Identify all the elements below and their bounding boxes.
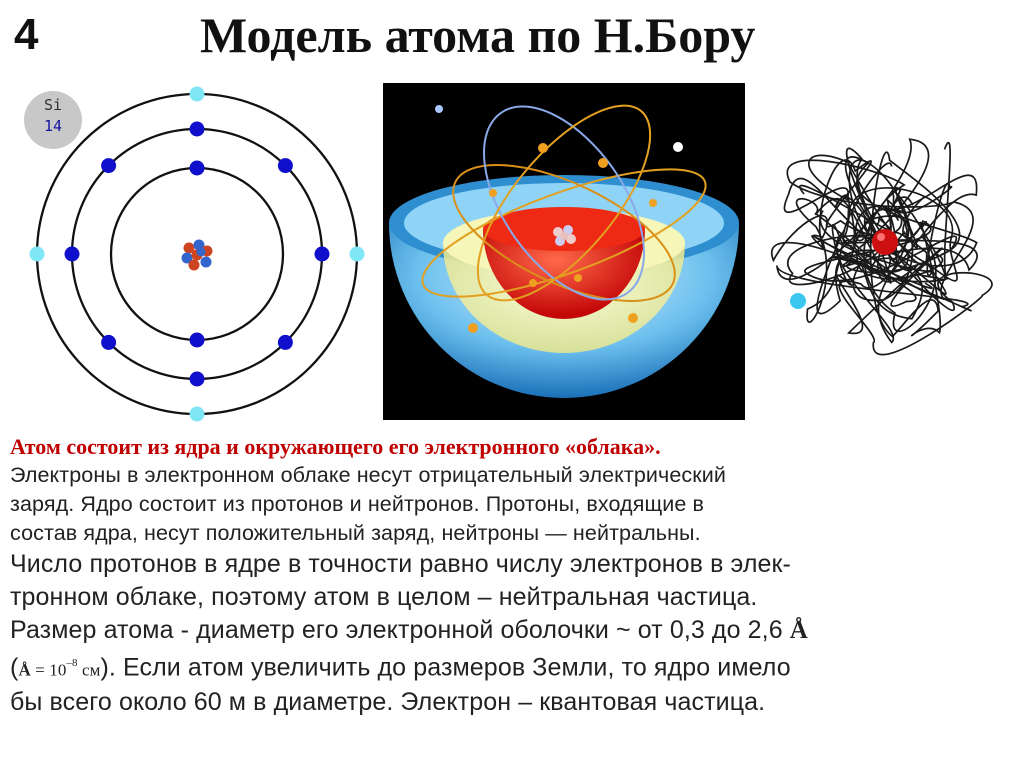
electron-shell-2 [65, 247, 80, 262]
atomic-number: 14 [43, 117, 63, 135]
description-text [10, 433, 1010, 719]
electron-shell-3 [350, 247, 365, 262]
electron-shell-3 [30, 247, 45, 262]
earth-text: ). Если атом увеличить до размеров Земли, то ядро имело [100, 653, 791, 682]
text-line-4: Число протонов в ядре в точности равно числу электронов в элек- [10, 550, 791, 578]
angstrom-cm: см [77, 660, 101, 680]
angstrom-unit: Å [789, 617, 808, 644]
electron-shell-2 [101, 158, 116, 173]
text-line-1: Электроны в электронном облаке несут отрицательный электрический [10, 463, 726, 487]
bohr-model-figure [20, 86, 380, 426]
text-line-3: состав ядра, несут положительный заряд, нейтроны — нейтральны. [10, 521, 701, 545]
cloud-model-figure [760, 118, 1010, 358]
text-line-last: бы всего около 60 м в диаметре. Электрон – квантовая частица. [10, 688, 766, 717]
lead-sentence: Атом состоит из ядра и окружающего его электронного «облака». [10, 434, 661, 459]
cloud-electron [790, 293, 806, 309]
electron-shell-2 [190, 122, 205, 137]
size-text: Размер атома - диаметр его электронной оболочки ~ от 0,3 до 2,6 [10, 616, 790, 644]
page-title: Модель атома по Н.Бору [200, 7, 756, 63]
electron-shell-2 [190, 372, 205, 387]
text-line-earth [10, 647, 1010, 686]
cloud-nucleus [872, 229, 898, 255]
electron-shell-2 [101, 335, 116, 350]
electron-shell-1 [190, 333, 205, 348]
text-line-2: заряд. Ядро состоит из протонов и нейтронов. Протоны, входящие в [10, 492, 705, 516]
electron-shell-1 [190, 161, 205, 176]
electron-shell-2 [278, 158, 293, 173]
electron-shell-2 [315, 247, 330, 262]
slide-number: 4 [14, 10, 39, 59]
electron-shell-3 [190, 87, 205, 102]
angstrom-eq: = 10 [30, 660, 67, 680]
paren-open: ( [10, 653, 19, 682]
element-symbol: Si [43, 96, 63, 114]
electron-shell-3 [190, 407, 205, 422]
angstrom-exponent: –8 [66, 657, 78, 669]
element-badge [24, 91, 82, 149]
text-line-size [10, 614, 1010, 647]
cutaway-model-figure [383, 83, 745, 420]
nucleus [182, 240, 213, 271]
text-line-5: тронном облаке, поэтому атом в целом – нейтральная частица. [10, 583, 758, 611]
angstrom-symbol: Å [18, 660, 31, 680]
electron-shell-2 [278, 335, 293, 350]
